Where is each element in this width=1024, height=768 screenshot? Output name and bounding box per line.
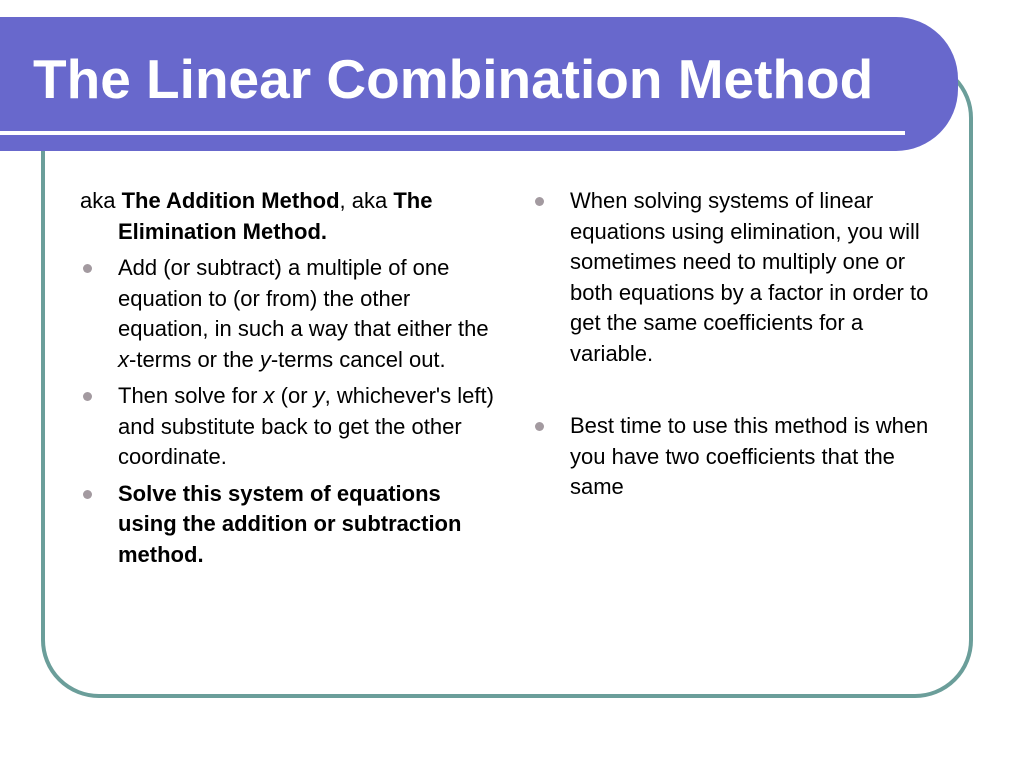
bullet-dot-icon <box>535 197 544 206</box>
title-underline <box>0 131 905 135</box>
text: -terms cancel out. <box>270 346 446 372</box>
text: When solving systems of linear equations using elimination, you will sometimes need to multiply one or both equations by a factor in order to get the same coefficients for a variable. <box>570 188 929 366</box>
text: Add (or subtract) a multiple of one equation to (or from) the other equation, in such a way that either the <box>118 255 489 341</box>
text: Best time to use this method is when you have two coefficients that the same <box>570 413 929 499</box>
right-bullet-2 <box>532 411 952 503</box>
bullet-dot-icon <box>83 264 92 273</box>
text: Then solve for <box>118 383 264 408</box>
addition-method-label: The Addition Method <box>121 188 340 213</box>
left-bullet-1 <box>80 253 500 375</box>
right-bullet-1 <box>532 186 952 369</box>
left-bullet-2 <box>80 381 500 473</box>
bullet-dot-icon <box>83 392 92 401</box>
text: (or <box>274 383 314 408</box>
var-x: x <box>118 346 129 372</box>
bullet-dot-icon <box>535 422 544 431</box>
bullet-dot-icon <box>83 490 92 499</box>
right-column <box>532 186 952 545</box>
elimination-method-label: The Elimination Method. <box>118 188 433 244</box>
intro-middle: , aka <box>339 188 394 213</box>
var-y: y <box>313 383 325 408</box>
text: , whichever's left) and substitute back to get the other coordinate. <box>118 383 494 469</box>
var-x: x <box>263 383 275 408</box>
exercise-prompt: Solve this system of equations using the addition or subtraction method. <box>118 480 462 567</box>
left-column <box>80 186 500 576</box>
var-y: y <box>259 346 271 372</box>
text: -terms or the <box>129 346 260 372</box>
intro-prefix: aka <box>80 188 122 213</box>
intro-line <box>80 186 500 247</box>
left-bullet-3 <box>80 479 500 571</box>
slide-title: The Linear Combination Method <box>33 48 874 110</box>
